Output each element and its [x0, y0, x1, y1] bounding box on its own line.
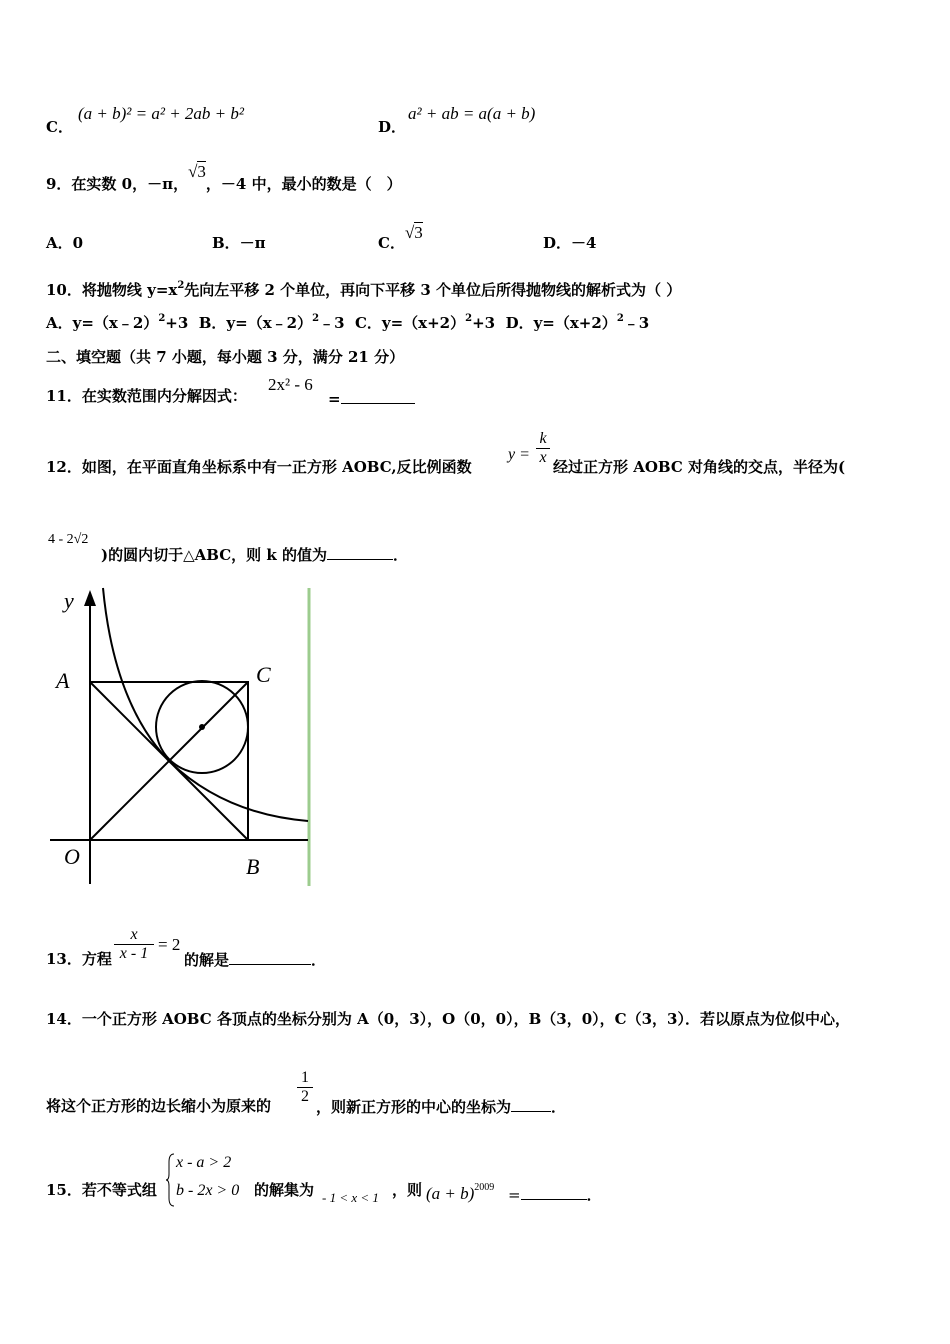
q10-option-c: C．$y=(x+2)^2+3$ — [354, 313, 496, 332]
q9-option-b: B．－π — [212, 234, 266, 252]
q12-func-left: y = — [508, 446, 530, 463]
q13-equals: = 2 — [158, 935, 181, 954]
circle-center — [199, 724, 205, 730]
q15-inequality-2: b - 2x > 0 — [176, 1182, 240, 1199]
q12-func-numerator: k — [539, 430, 547, 447]
q8-option-c-label: C． — [46, 118, 73, 136]
hyperbola-curve — [103, 588, 308, 821]
q11-stem: 11．在实数范围内分解因式： — [46, 387, 247, 405]
q14-line-1: 14．一个正方形 AOBC 各顶点的坐标分别为 A（0，3），O（0，0），B（3，0），C（3，3）．若以原点为位似中心， — [46, 1010, 850, 1028]
label-y: y — [64, 588, 74, 613]
q9-option-d: D．－4 — [543, 234, 597, 252]
q15-brace — [166, 1152, 176, 1208]
q9-option-c-sqrt: √3 — [404, 223, 423, 242]
q15-answer-blank[interactable] — [521, 1185, 587, 1200]
label-b: B — [246, 854, 260, 879]
q14-numerator: 1 — [301, 1069, 309, 1086]
q9-stem — [46, 162, 402, 193]
q11-expression: 2x² - 6 — [268, 375, 313, 394]
q9-option-c: C．√3 — [378, 223, 423, 252]
label-o: O — [64, 844, 80, 869]
q13-answer-blank[interactable] — [229, 950, 311, 965]
q9-stem-prefix: 9．在实数 0，－π， — [46, 175, 189, 193]
q8-option-d-label: D． — [378, 118, 407, 136]
q15-answer: = ． — [508, 1186, 602, 1204]
q15-then: ，则 — [392, 1181, 423, 1199]
q10-options — [46, 314, 649, 335]
q13-denominator: x - 1 — [114, 944, 154, 963]
q13-fraction — [114, 926, 154, 963]
q15-inequality-1: x - a > 2 — [176, 1154, 232, 1171]
q12-func-fraction — [536, 430, 550, 467]
label-a: A — [56, 668, 70, 693]
q8-option-d-expression: a² + ab = a(a + b) — [408, 104, 536, 123]
q12-radius: 4 - 2√2 — [48, 532, 89, 547]
q14-line-2b: ，则新正方形的中心的坐标为 ． — [316, 1098, 567, 1116]
q12-stem-a: 12．如图，在平面直角坐标系中有一正方形 AOBC,反比例函数 — [46, 458, 472, 476]
q8-option-c-expression: (a + b)² = a² + 2ab + b² — [78, 104, 244, 123]
q15-expr: $(a + b)^{2009}$ — [426, 1182, 495, 1203]
q10-stem: 10．将抛物线 $y=x^2$先向左平移 2 个单位，再向下平移 3 个单位后所得抛物线的解析式为（ ） — [46, 280, 682, 299]
q14-fraction — [297, 1069, 313, 1106]
q14-denominator: 2 — [297, 1087, 313, 1106]
q14-line-2a: 将这个正方形的边长缩小为原来的 — [46, 1097, 272, 1115]
q15-mid: 的解集为 — [254, 1181, 315, 1199]
q9-stem-suffix: ，－4 中，最小的数是（ ） — [205, 175, 402, 193]
q10-option-d: D．$y=(x+2)^2﹣3$ — [505, 313, 650, 332]
q12-stem-b: 经过正方形 AOBC 对角线的交点，半径为( — [553, 458, 846, 476]
q10-option-b: B．y=（x﹣2）$^2$﹣3 — [198, 313, 345, 332]
q10-option-a: A．y=（x﹣2）$^2$+3 — [46, 313, 189, 332]
q15-stem: 15．若不等式组 — [46, 1181, 157, 1199]
label-c: C — [256, 662, 271, 687]
q14-answer-blank[interactable] — [511, 1097, 551, 1112]
q13-tail: 的解是 ． — [184, 951, 327, 969]
q11-answer: = — [328, 389, 415, 408]
q9-sqrt: √3 — [188, 162, 206, 181]
q12-figure — [44, 584, 316, 888]
q12-stem-c: )的圆内切于△ABC，则 k 的值为 ． — [101, 546, 409, 564]
q9-option-a: A．0 — [46, 234, 84, 252]
y-axis-arrow — [84, 590, 96, 606]
section-2-title: 二、填空题（共 7 小题，每小题 3 分，满分 21 分） — [46, 348, 405, 366]
q12-answer-blank[interactable] — [327, 545, 393, 560]
q13-stem: 13．方程 — [46, 950, 112, 968]
q13-numerator: x — [130, 926, 138, 943]
q12-func-denominator: x — [536, 448, 550, 467]
q11-answer-blank[interactable] — [341, 389, 415, 404]
q15-solution: - 1 < x < 1 — [322, 1190, 379, 1205]
